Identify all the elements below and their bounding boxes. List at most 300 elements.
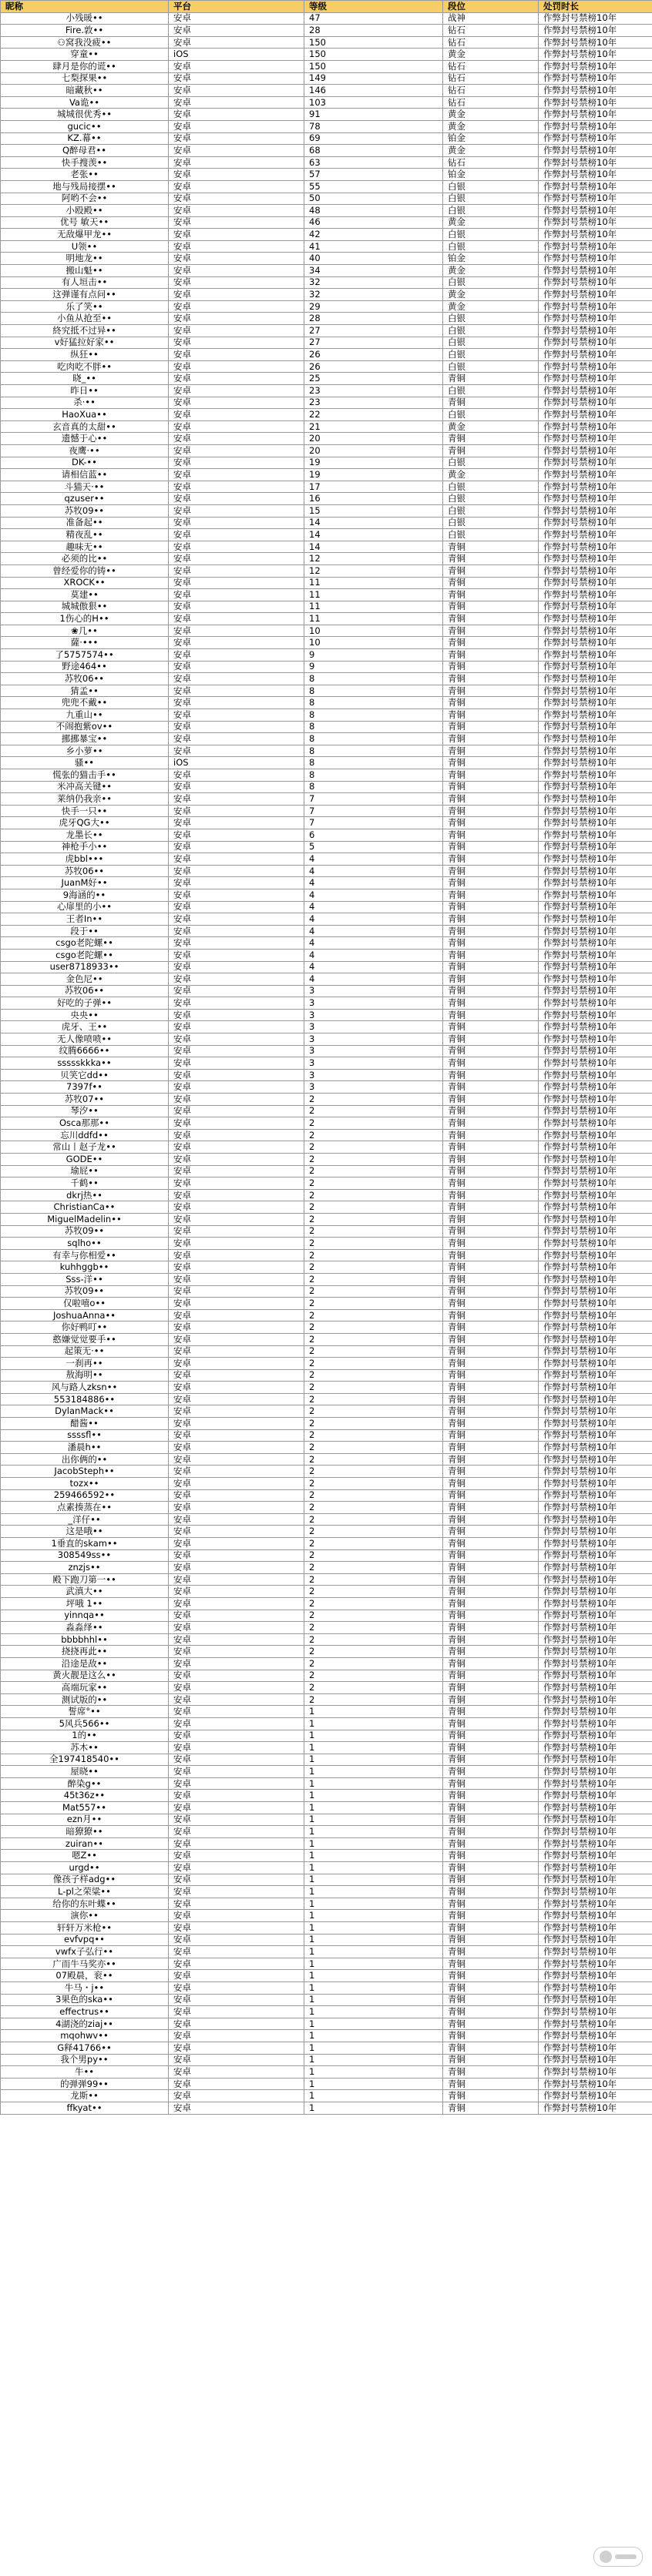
cell-rank: 青铜: [443, 1706, 539, 1718]
cell-platform: 安卓: [169, 169, 304, 181]
cell-level: 2: [304, 1526, 443, 1538]
cell-rank: 青铜: [443, 913, 539, 926]
cell-nickname: 纹腾6666••: [1, 1045, 169, 1057]
table-row: [1, 240, 652, 253]
cell-level: 1: [304, 1777, 443, 1790]
cell-nickname: 遗憾于心••: [1, 433, 169, 445]
table-row: [1, 517, 652, 529]
cell-penalty: 作弊封号禁榜10年: [539, 613, 652, 625]
cell-platform: 安卓: [169, 325, 304, 337]
table-row: [1, 2006, 652, 2018]
cell-rank: 青铜: [443, 1069, 539, 1081]
cell-level: 25: [304, 373, 443, 385]
table-row: [1, 1850, 652, 1862]
cell-penalty: 作弊封号禁榜10年: [539, 1633, 652, 1646]
cell-level: 1: [304, 1717, 443, 1730]
cell-rank: 青铜: [443, 1309, 539, 1321]
cell-level: 4: [304, 865, 443, 877]
cell-penalty: 作弊封号禁榜10年: [539, 481, 652, 493]
cell-penalty: 作弊封号禁榜10年: [539, 1238, 652, 1250]
cell-penalty: 作弊封号禁榜10年: [539, 132, 652, 145]
cell-penalty: 作弊封号禁榜10年: [539, 601, 652, 613]
cell-level: 4: [304, 901, 443, 913]
cell-penalty: 作弊封号禁榜10年: [539, 1261, 652, 1274]
cell-nickname: 乐了笑••: [1, 300, 169, 313]
table-row: [1, 25, 652, 37]
cell-penalty: 作弊封号禁榜10年: [539, 180, 652, 193]
cell-penalty: 作弊封号禁榜10年: [539, 2090, 652, 2102]
cell-penalty: 作弊封号禁榜10年: [539, 673, 652, 685]
table-row: [1, 1526, 652, 1538]
cell-level: 14: [304, 517, 443, 529]
cell-penalty: 作弊封号禁榜10年: [539, 1597, 652, 1610]
cell-penalty: 作弊封号禁榜10年: [539, 1898, 652, 1910]
cell-rank: 青铜: [443, 997, 539, 1010]
cell-platform: 安卓: [169, 1117, 304, 1130]
cell-level: 3: [304, 1009, 443, 1021]
table-row: [1, 1382, 652, 1394]
cell-rank: 青铜: [443, 1922, 539, 1935]
table-row: [1, 85, 652, 97]
cell-penalty: 作弊封号禁榜10年: [539, 1730, 652, 1742]
table-row: [1, 1309, 652, 1321]
table-row: [1, 1249, 652, 1261]
cell-penalty: 作弊封号禁榜10年: [539, 1874, 652, 1886]
cell-rank: 青铜: [443, 553, 539, 565]
cell-level: 149: [304, 72, 443, 85]
table-row: [1, 1117, 652, 1130]
cell-nickname: 全197418540••: [1, 1754, 169, 1766]
cell-platform: 安卓: [169, 1201, 304, 1214]
cell-level: 7: [304, 805, 443, 817]
cell-rank: 青铜: [443, 1094, 539, 1106]
table-row: [1, 1610, 652, 1622]
cell-penalty: 作弊封号禁榜10年: [539, 1213, 652, 1225]
cell-level: 3: [304, 997, 443, 1010]
cell-penalty: 作弊封号禁榜10年: [539, 1489, 652, 1502]
cell-platform: 安卓: [169, 1754, 304, 1766]
cell-penalty: 作弊封号禁榜10年: [539, 444, 652, 457]
cell-penalty: 作弊封号禁榜10年: [539, 216, 652, 229]
table-row: [1, 2030, 652, 2042]
cell-platform: 安卓: [169, 1958, 304, 1970]
table-row: [1, 1094, 652, 1106]
cell-penalty: 作弊封号禁榜10年: [539, 253, 652, 265]
cell-level: 1: [304, 1946, 443, 1958]
cell-level: 8: [304, 709, 443, 722]
cell-level: 42: [304, 229, 443, 241]
cell-rank: 青铜: [443, 564, 539, 577]
cell-nickname: 牛马・j••: [1, 1981, 169, 1994]
cell-nickname: tozx••: [1, 1478, 169, 1490]
cell-nickname: 穿童••: [1, 49, 169, 61]
cell-penalty: 作弊封号禁榜10年: [539, 913, 652, 926]
table-row: [1, 1129, 652, 1141]
cell-nickname: 玄音真的太甜••: [1, 420, 169, 433]
cell-nickname: 贝笑它dd••: [1, 1069, 169, 1081]
table-row: [1, 961, 652, 973]
cell-rank: 青铜: [443, 637, 539, 649]
cell-platform: 安卓: [169, 1369, 304, 1382]
cell-rank: 白银: [443, 529, 539, 541]
cell-rank: 青铜: [443, 1418, 539, 1430]
table-row: [1, 169, 652, 181]
cell-penalty: 作弊封号禁榜10年: [539, 1105, 652, 1117]
cell-level: 28: [304, 313, 443, 325]
cell-nickname: KZ.幕••: [1, 132, 169, 145]
cell-level: 69: [304, 132, 443, 145]
cell-platform: 安卓: [169, 1213, 304, 1225]
cell-rank: 青铜: [443, 1345, 539, 1358]
table-row: [1, 1922, 652, 1935]
cell-platform: 安卓: [169, 564, 304, 577]
cell-platform: 安卓: [169, 1622, 304, 1634]
cell-penalty: 作弊封号禁榜10年: [539, 1646, 652, 1658]
cell-nickname: 一刹再••: [1, 1358, 169, 1370]
cell-penalty: 作弊封号禁榜10年: [539, 145, 652, 157]
cell-level: 3: [304, 1069, 443, 1081]
table-row: [1, 265, 652, 277]
cell-penalty: 作弊封号禁榜10年: [539, 1946, 652, 1958]
cell-penalty: 作弊封号禁榜10年: [539, 1610, 652, 1622]
table-row: [1, 1646, 652, 1658]
cell-level: 2: [304, 1298, 443, 1310]
cell-penalty: 作弊封号禁榜10年: [539, 1021, 652, 1033]
cell-platform: 安卓: [169, 601, 304, 613]
cell-platform: iOS: [169, 757, 304, 769]
cell-penalty: 作弊封号禁榜10年: [539, 1586, 652, 1598]
cell-nickname: 测试版的••: [1, 1693, 169, 1706]
cell-platform: 安卓: [169, 949, 304, 961]
cell-rank: 青铜: [443, 1298, 539, 1310]
cell-level: 2: [304, 1094, 443, 1106]
table-row: [1, 481, 652, 493]
cell-nickname: 城城傲狠••: [1, 601, 169, 613]
cell-penalty: 作弊封号禁榜10年: [539, 517, 652, 529]
cell-rank: 白银: [443, 457, 539, 469]
cell-level: 2: [304, 1201, 443, 1214]
cell-nickname: 金色尼••: [1, 973, 169, 986]
cell-platform: 安卓: [169, 697, 304, 709]
cell-platform: 安卓: [169, 469, 304, 481]
table-row: [1, 1573, 652, 1586]
cell-penalty: 作弊封号禁榜10年: [539, 1154, 652, 1166]
cell-penalty: 作弊封号禁榜10年: [539, 2006, 652, 2018]
table-row: [1, 504, 652, 517]
cell-rank: 青铜: [443, 1646, 539, 1658]
table-row: [1, 156, 652, 169]
cell-penalty: 作弊封号禁榜10年: [539, 493, 652, 505]
cell-rank: 白银: [443, 180, 539, 193]
cell-rank: 钻石: [443, 36, 539, 49]
cell-penalty: 作弊封号禁榜10年: [539, 1393, 652, 1405]
cell-level: 1: [304, 1898, 443, 1910]
cell-level: 1: [304, 1766, 443, 1778]
cell-rank: 青铜: [443, 721, 539, 733]
cell-rank: 青铜: [443, 1321, 539, 1334]
cell-nickname: 07殿晨，衮••: [1, 1970, 169, 1982]
cell-penalty: 作弊封号禁榜10年: [539, 1369, 652, 1382]
cell-platform: 安卓: [169, 1934, 304, 1946]
table-row: [1, 1730, 652, 1742]
cell-rank: 青铜: [443, 1405, 539, 1418]
table-row: [1, 1225, 652, 1238]
cell-platform: 安卓: [169, 409, 304, 421]
table-row: [1, 60, 652, 72]
table-row: [1, 1189, 652, 1201]
cell-nickname: 夜鹰·••: [1, 444, 169, 457]
cell-level: 2: [304, 1610, 443, 1622]
table-row: [1, 457, 652, 469]
table-row: [1, 1453, 652, 1466]
cell-rank: 青铜: [443, 2102, 539, 2114]
cell-platform: 安卓: [169, 733, 304, 745]
cell-rank: 青铜: [443, 877, 539, 889]
cell-platform: 安卓: [169, 973, 304, 986]
cell-level: 1: [304, 1850, 443, 1862]
table-row: [1, 1201, 652, 1214]
cell-platform: 安卓: [169, 1970, 304, 1982]
table-row: [1, 697, 652, 709]
cell-platform: 安卓: [169, 1165, 304, 1177]
cell-penalty: 作弊封号禁榜10年: [539, 973, 652, 986]
cell-penalty: 作弊封号禁榜10年: [539, 25, 652, 37]
cell-platform: 安卓: [169, 1333, 304, 1345]
cell-level: 8: [304, 745, 443, 757]
cell-rank: 青铜: [443, 1837, 539, 1850]
cell-penalty: 作弊封号禁榜10年: [539, 276, 652, 289]
table-row: [1, 2090, 652, 2102]
cell-platform: 安卓: [169, 2006, 304, 2018]
table-row: [1, 1261, 652, 1274]
cell-nickname: MiguelMadelin••: [1, 1213, 169, 1225]
cell-rank: 青铜: [443, 1249, 539, 1261]
cell-level: 2: [304, 1562, 443, 1574]
cell-rank: 青铜: [443, 397, 539, 409]
cell-platform: 安卓: [169, 2090, 304, 2102]
cell-rank: 黄金: [443, 420, 539, 433]
cell-nickname: kuhhggb••: [1, 1261, 169, 1274]
cell-level: 17: [304, 481, 443, 493]
cell-rank: 铂金: [443, 169, 539, 181]
cell-platform: 安卓: [169, 1513, 304, 1526]
cell-nickname: 莫建••: [1, 589, 169, 601]
cell-nickname: 乡小萝••: [1, 745, 169, 757]
table-row: [1, 1958, 652, 1970]
cell-platform: 安卓: [169, 1777, 304, 1790]
cell-rank: 青铜: [443, 853, 539, 866]
table-row: [1, 1429, 652, 1442]
cell-level: 1: [304, 1934, 443, 1946]
cell-nickname: 准备起••: [1, 517, 169, 529]
cell-level: 11: [304, 577, 443, 589]
cell-rank: 青铜: [443, 1802, 539, 1814]
table-row: [1, 205, 652, 217]
cell-penalty: 作弊封号禁榜10年: [539, 1766, 652, 1778]
cell-nickname: XROCK••: [1, 577, 169, 589]
cell-platform: 安卓: [169, 1502, 304, 1514]
cell-penalty: 作弊封号禁榜10年: [539, 1382, 652, 1394]
table-row: [1, 1213, 652, 1225]
cell-penalty: 作弊封号禁榜10年: [539, 85, 652, 97]
cell-level: 2: [304, 1513, 443, 1526]
cell-penalty: 作弊封号禁榜10年: [539, 2042, 652, 2054]
cell-level: 2: [304, 1453, 443, 1466]
cell-nickname: 3果色的ska••: [1, 1994, 169, 2006]
table-row: [1, 216, 652, 229]
table-row: [1, 253, 652, 265]
cell-penalty: 作弊封号禁榜10年: [539, 841, 652, 853]
cell-level: 103: [304, 96, 443, 109]
cell-penalty: 作弊封号禁榜10年: [539, 661, 652, 673]
table-row: [1, 433, 652, 445]
header-platform: 平台: [169, 1, 304, 13]
cell-platform: 安卓: [169, 1730, 304, 1742]
cell-platform: 安卓: [169, 433, 304, 445]
table-row: [1, 529, 652, 541]
cell-platform: 安卓: [169, 205, 304, 217]
table-row: [1, 1513, 652, 1526]
cell-rank: 青铜: [443, 1633, 539, 1646]
cell-nickname: 央央••: [1, 1009, 169, 1021]
cell-platform: 安卓: [169, 889, 304, 901]
cell-penalty: 作弊封号禁榜10年: [539, 1562, 652, 1574]
cell-level: 1: [304, 1970, 443, 1982]
cell-rank: 青铜: [443, 1466, 539, 1478]
cell-rank: 青铜: [443, 1777, 539, 1790]
cell-platform: 安卓: [169, 553, 304, 565]
cell-platform: 安卓: [169, 265, 304, 277]
table-row: [1, 420, 652, 433]
cell-level: 19: [304, 469, 443, 481]
cell-penalty: 作弊封号禁榜10年: [539, 877, 652, 889]
table-row: [1, 2042, 652, 2054]
table-row: [1, 733, 652, 745]
table-row: [1, 2078, 652, 2090]
cell-level: 4: [304, 913, 443, 926]
cell-rank: 青铜: [443, 1333, 539, 1345]
cell-rank: 青铜: [443, 1657, 539, 1670]
cell-penalty: 作弊封号禁榜10年: [539, 865, 652, 877]
table-row: [1, 1970, 652, 1982]
cell-platform: 安卓: [169, 96, 304, 109]
cell-nickname: 苏牧06••: [1, 673, 169, 685]
cell-penalty: 作弊封号禁榜10年: [539, 205, 652, 217]
cell-platform: 安卓: [169, 685, 304, 697]
cell-nickname: 慌张的猫击手••: [1, 769, 169, 782]
cell-level: 11: [304, 589, 443, 601]
cell-platform: 安卓: [169, 673, 304, 685]
cell-platform: 安卓: [169, 1597, 304, 1610]
cell-platform: 安卓: [169, 12, 304, 25]
table-row: [1, 1238, 652, 1250]
cell-level: 41: [304, 240, 443, 253]
cell-level: 2: [304, 1238, 443, 1250]
cell-platform: 安卓: [169, 1249, 304, 1261]
table-row: [1, 937, 652, 950]
cell-penalty: 作弊封号禁榜10年: [539, 553, 652, 565]
cell-penalty: 作弊封号禁榜10年: [539, 901, 652, 913]
table-row: [1, 360, 652, 373]
cell-nickname: JoshuaAnna••: [1, 1309, 169, 1321]
cell-level: 2: [304, 1333, 443, 1345]
cell-rank: 青铜: [443, 661, 539, 673]
table-row: [1, 1466, 652, 1478]
cell-rank: 钻石: [443, 72, 539, 85]
cell-level: 4: [304, 949, 443, 961]
cell-penalty: 作弊封号禁榜10年: [539, 589, 652, 601]
cell-level: 2: [304, 1442, 443, 1454]
table-row: [1, 1081, 652, 1094]
cell-platform: 安卓: [169, 517, 304, 529]
cell-level: 2: [304, 1429, 443, 1442]
cell-level: 8: [304, 769, 443, 782]
cell-nickname: 虎牙、王••: [1, 1021, 169, 1033]
cell-platform: 安卓: [169, 145, 304, 157]
cell-platform: 安卓: [169, 397, 304, 409]
cell-penalty: 作弊封号禁榜10年: [539, 240, 652, 253]
cell-penalty: 作弊封号禁榜10年: [539, 685, 652, 697]
cell-penalty: 作弊封号禁榜10年: [539, 805, 652, 817]
cell-platform: 安卓: [169, 1309, 304, 1321]
table-row: [1, 1345, 652, 1358]
cell-rank: 青铜: [443, 1826, 539, 1838]
cell-platform: 安卓: [169, 709, 304, 722]
table-row: [1, 1478, 652, 1490]
cell-nickname: 苏牧09••: [1, 1285, 169, 1298]
cell-rank: 青铜: [443, 1189, 539, 1201]
cell-platform: 安卓: [169, 1910, 304, 1922]
cell-penalty: 作弊封号禁榜10年: [539, 1453, 652, 1466]
cell-nickname: 斗猫天·••: [1, 481, 169, 493]
cell-penalty: 作弊封号禁榜10年: [539, 1285, 652, 1298]
cell-platform: 安卓: [169, 1141, 304, 1154]
cell-rank: 青铜: [443, 577, 539, 589]
cell-nickname: 七梨探果••: [1, 72, 169, 85]
cell-platform: 安卓: [169, 1850, 304, 1862]
cell-penalty: 作弊封号禁榜10年: [539, 829, 652, 841]
table-row: [1, 145, 652, 157]
cell-nickname: 不闹抱紫ov••: [1, 721, 169, 733]
header-nickname: 昵称: [1, 1, 169, 13]
cell-rank: 青铜: [443, 1946, 539, 1958]
cell-rank: 黄金: [443, 145, 539, 157]
cell-nickname: ezn月••: [1, 1814, 169, 1826]
table-row: [1, 877, 652, 889]
cell-level: 1: [304, 2090, 443, 2102]
cell-platform: 安卓: [169, 216, 304, 229]
cell-nickname: 1的••: [1, 1730, 169, 1742]
table-row: [1, 1418, 652, 1430]
cell-platform: 安卓: [169, 1766, 304, 1778]
cell-level: 32: [304, 276, 443, 289]
cell-platform: 安卓: [169, 1393, 304, 1405]
cell-rank: 青铜: [443, 985, 539, 997]
cell-nickname: urgd••: [1, 1862, 169, 1874]
cell-level: 1: [304, 1981, 443, 1994]
cell-platform: 安卓: [169, 85, 304, 97]
cell-level: 47: [304, 12, 443, 25]
cell-platform: 安卓: [169, 1177, 304, 1190]
cell-penalty: 作弊封号禁榜10年: [539, 1958, 652, 1970]
table-row: [1, 589, 652, 601]
cell-penalty: 作弊封号禁榜10年: [539, 420, 652, 433]
cell-nickname: 精夜乱••: [1, 529, 169, 541]
table-row: [1, 1910, 652, 1922]
cell-penalty: 作弊封号禁榜10年: [539, 1429, 652, 1442]
cell-penalty: 作弊封号禁榜10年: [539, 289, 652, 301]
cell-platform: 安卓: [169, 1874, 304, 1886]
